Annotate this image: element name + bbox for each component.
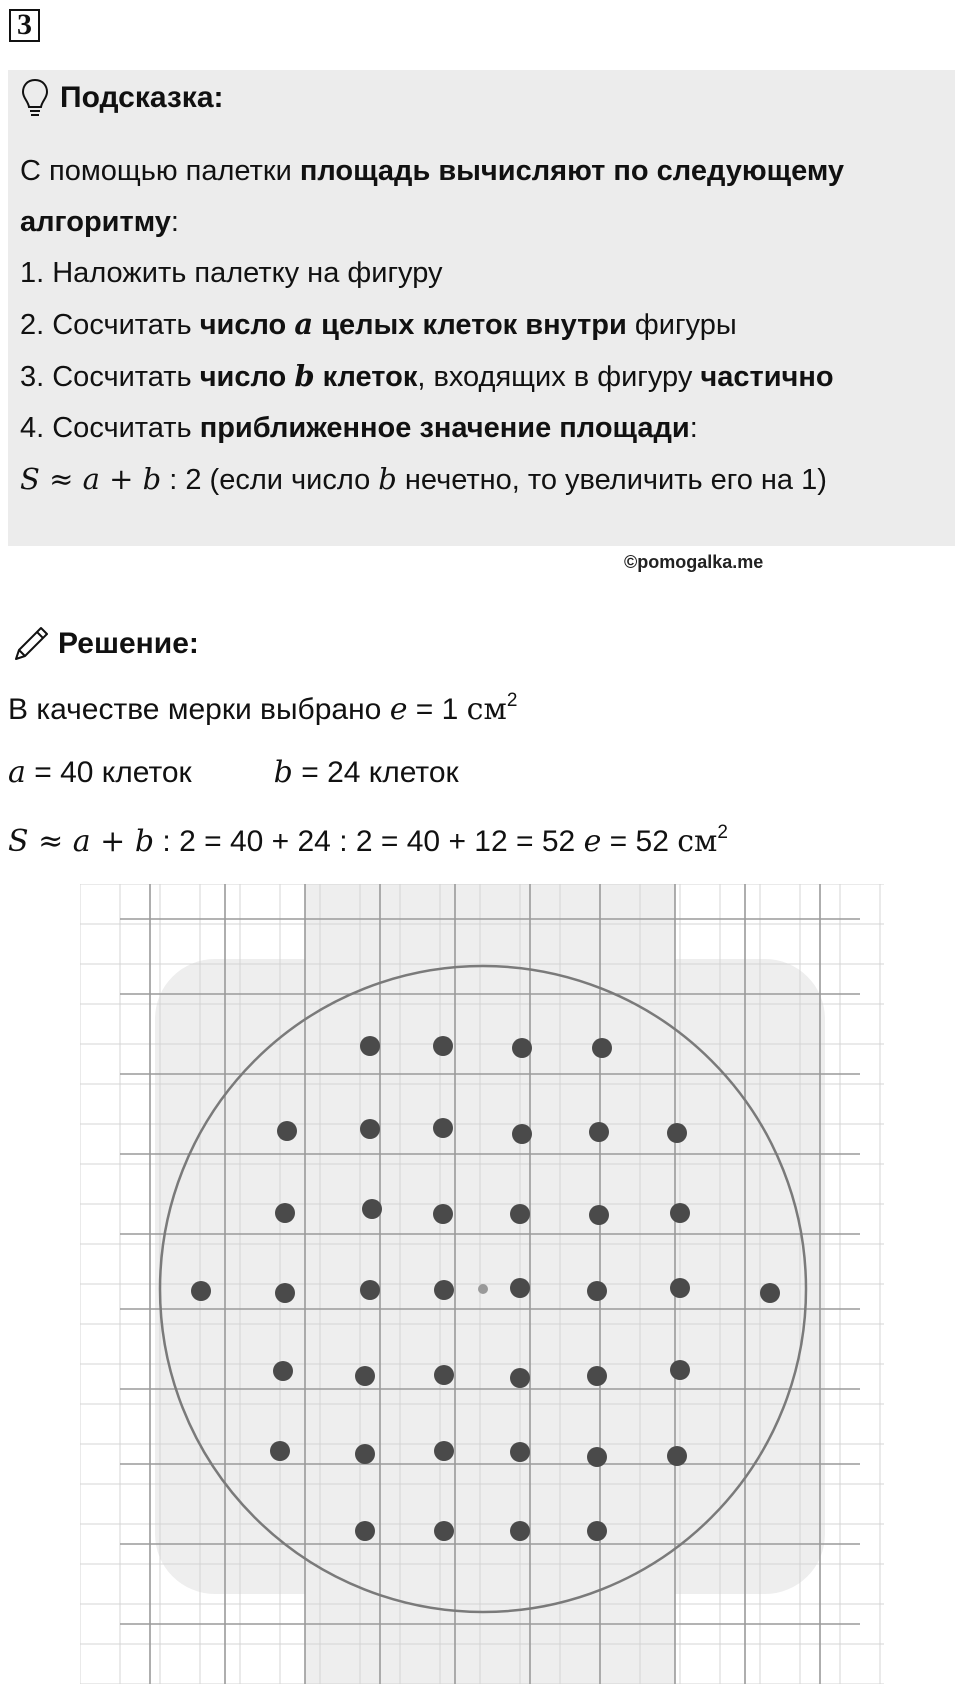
- line3-var: e: [583, 824, 602, 859]
- whole-cell-dot: [360, 1036, 380, 1056]
- whole-cell-dot: [355, 1366, 375, 1386]
- whole-cell-dot: [512, 1038, 532, 1058]
- formula-math: S ≈ a + b: [20, 462, 162, 496]
- hint-formula: [20, 454, 945, 506]
- whole-cell-dot: [587, 1521, 607, 1541]
- palette-figure: [80, 884, 884, 1684]
- line1-sup: 2: [506, 690, 518, 711]
- whole-cell-dot: [510, 1521, 530, 1541]
- step3-bold: число: [199, 361, 295, 393]
- step4-colon: :: [689, 412, 698, 444]
- step2-end: фигуры: [626, 309, 737, 341]
- formula-var: b: [378, 462, 397, 496]
- hint-step-2: [20, 299, 945, 351]
- whole-cell-dot: [589, 1205, 609, 1225]
- line2-b-text: = 24 клеток: [292, 756, 459, 789]
- line1-eq: = 1: [407, 693, 467, 726]
- line3-sup: 2: [717, 822, 728, 843]
- pencil-icon: [10, 623, 52, 665]
- line1-unit: см: [466, 692, 507, 727]
- step2-bold: число: [199, 309, 295, 341]
- hint-intro-text: С помощью палетки: [20, 155, 300, 187]
- line1-var: e: [389, 692, 408, 727]
- step2-var: a: [294, 307, 314, 341]
- solution-heading: [10, 622, 199, 666]
- task-number: 3: [9, 9, 40, 42]
- whole-cell-dot: [275, 1203, 295, 1223]
- palette-grid-svg: [80, 884, 884, 1684]
- whole-cell-dot: [270, 1441, 290, 1461]
- whole-cell-dot: [592, 1038, 612, 1058]
- whole-cell-dot: [510, 1368, 530, 1388]
- whole-cell-dot: [355, 1444, 375, 1464]
- whole-cell-dot: [510, 1278, 530, 1298]
- whole-cell-dot: [510, 1442, 530, 1462]
- formula-text: : 2 (если число: [161, 464, 379, 496]
- whole-cell-dot: [760, 1283, 780, 1303]
- whole-cell-dot: [434, 1365, 454, 1385]
- whole-cell-dot: [670, 1278, 690, 1298]
- hint-intro-bold: площадь вычисляют по следующему: [299, 155, 845, 187]
- line2-a-var: a: [8, 755, 26, 790]
- line2-a-text: = 40 клеток: [25, 756, 192, 789]
- whole-cell-dot: [191, 1281, 211, 1301]
- whole-cell-dot: [275, 1283, 295, 1303]
- solution-title: Решение:: [58, 627, 199, 660]
- whole-cell-dot: [512, 1124, 532, 1144]
- whole-cell-dot: [587, 1281, 607, 1301]
- whole-cell-dot: [667, 1123, 687, 1143]
- step3-bold-2: клеток: [314, 361, 418, 393]
- whole-cell-dot: [667, 1446, 687, 1466]
- whole-cell-dot: [434, 1280, 454, 1300]
- whole-cell-dot: [670, 1203, 690, 1223]
- hint-heading: [20, 78, 224, 118]
- whole-cell-dot: [433, 1118, 453, 1138]
- hint-title: Подсказка:: [60, 81, 224, 114]
- hint-step-3: [20, 351, 945, 403]
- whole-cell-dot: [510, 1204, 530, 1224]
- whole-cell-dot: [434, 1521, 454, 1541]
- whole-cell-dot: [277, 1121, 297, 1141]
- whole-cell-dot: [433, 1204, 453, 1224]
- step4-bold: приближенное значение площади: [199, 412, 690, 444]
- whole-cell-dot: [670, 1360, 690, 1380]
- hint-box: [8, 70, 955, 546]
- circle-center-point: [478, 1284, 488, 1294]
- watermark: ©pomogalka.me: [624, 552, 764, 572]
- whole-cell-dot: [360, 1280, 380, 1300]
- whole-cell-dot: [587, 1447, 607, 1467]
- line3-unit: см: [677, 824, 718, 859]
- line3-eq: = 52: [601, 825, 678, 858]
- line1-text: В качестве мерки выбрано: [8, 693, 390, 726]
- hint-intro-colon: :: [170, 206, 179, 238]
- line3-mid: : 2 = 40 + 24 : 2 = 40 + 12 = 52: [154, 825, 584, 858]
- hint-intro-cont: [20, 197, 945, 248]
- whole-cell-dot: [434, 1441, 454, 1461]
- whole-cell-dot: [433, 1036, 453, 1056]
- step3-bold-3: частично: [700, 361, 834, 393]
- whole-cell-dot: [355, 1521, 375, 1541]
- hint-intro: [20, 146, 945, 197]
- hint-body: [20, 146, 945, 506]
- step4-text: 4. Сосчитать: [20, 412, 200, 444]
- line3-math: S ≈ a + b: [8, 824, 155, 859]
- solution-line-3: [8, 822, 728, 859]
- whole-cell-dot: [273, 1361, 293, 1381]
- lightbulb-icon: [20, 77, 50, 119]
- solution-line-1: [8, 690, 517, 727]
- hint-intro-bold-2: алгоритму: [20, 206, 171, 238]
- step3-mid: , входящих в фигуру: [417, 361, 701, 393]
- formula-end: нечетно, то увеличить его на 1): [396, 464, 827, 496]
- whole-cell-dot: [362, 1199, 382, 1219]
- step3-text: 3. Сосчитать: [20, 361, 200, 393]
- step3-var: b: [294, 359, 315, 393]
- whole-cell-dot: [360, 1119, 380, 1139]
- line2-b-var: b: [273, 755, 293, 790]
- hint-step-4: [20, 403, 945, 454]
- whole-cell-dot: [587, 1366, 607, 1386]
- solution-line-2: [8, 755, 459, 790]
- hint-step-1: 1. Наложить палетку на фигуру: [20, 257, 443, 289]
- whole-cell-dot: [589, 1122, 609, 1142]
- step2-text: 2. Сосчитать: [20, 309, 200, 341]
- step2-bold-2: целых клеток внутри: [313, 309, 627, 341]
